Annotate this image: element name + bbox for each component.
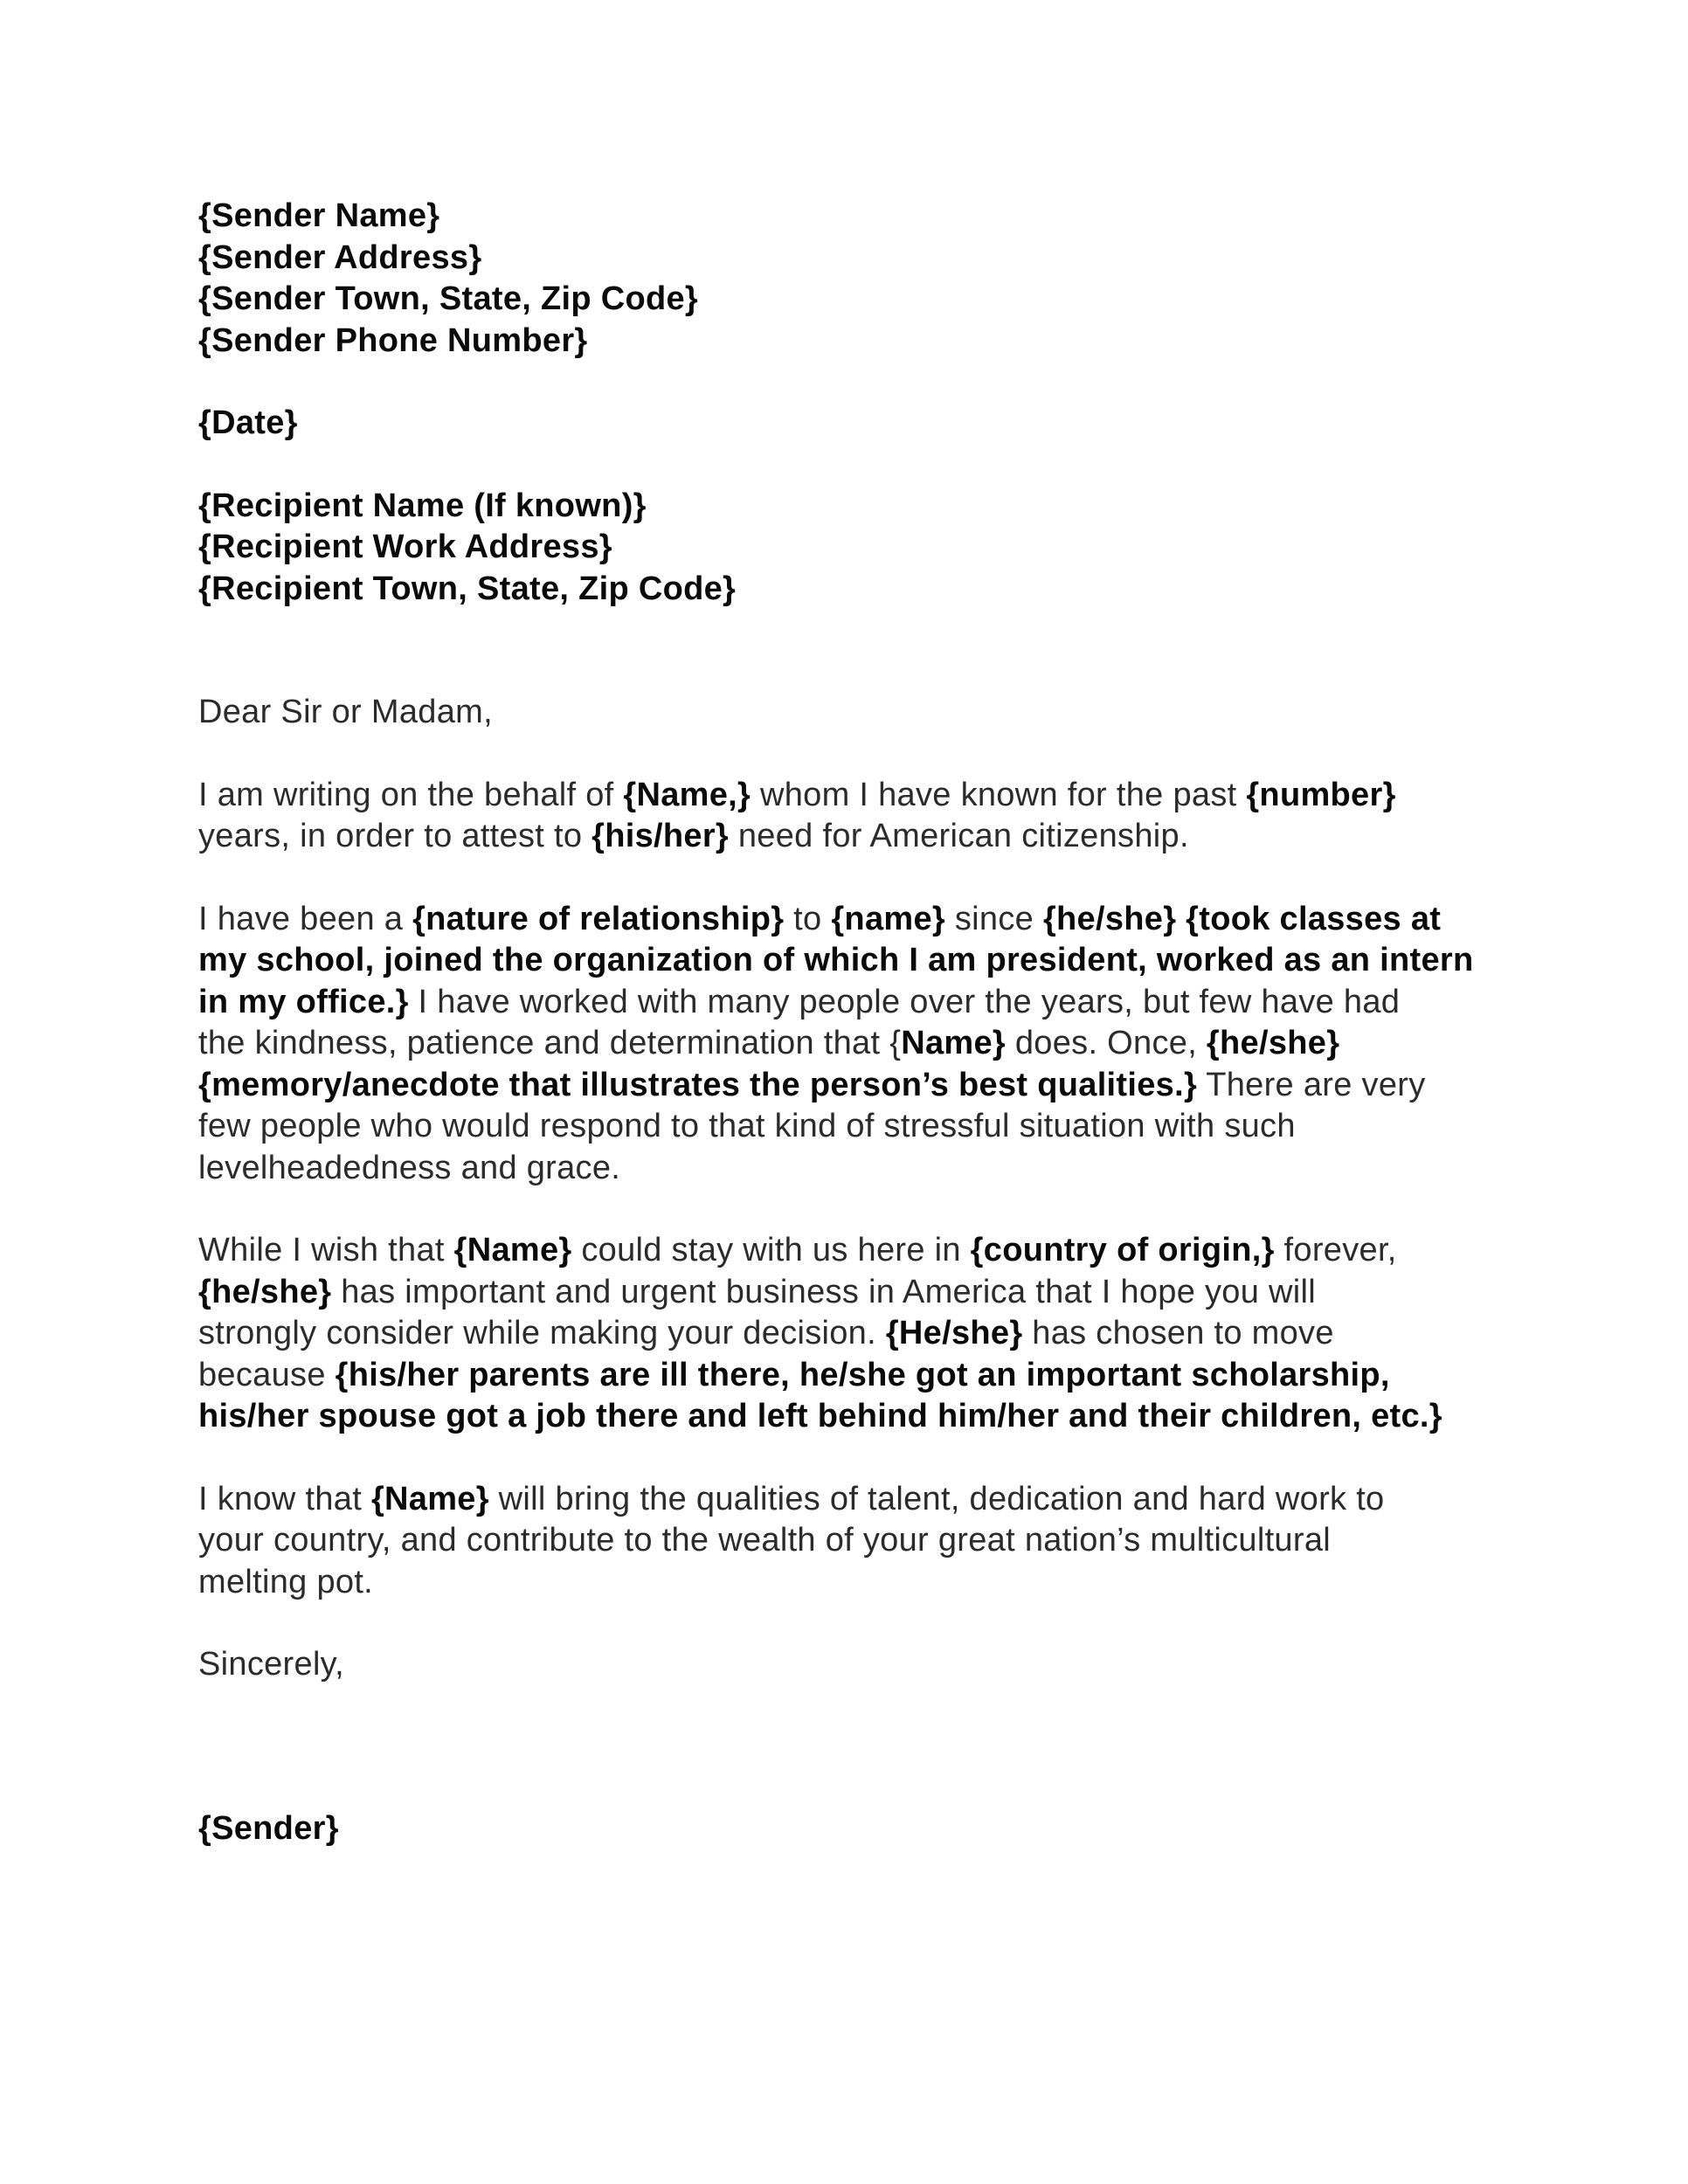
letter-line: [198, 1230, 1513, 1272]
text-run: my school, joined the organization of which I am president, worked as an intern: [198, 942, 1474, 978]
text-run: {his/her parents are ill there, he/she got an important scholarship,: [335, 1356, 1390, 1393]
text-run: forever,: [1274, 1232, 1397, 1268]
text-run: has important and urgent business in America that I hope you will: [331, 1273, 1317, 1310]
letter-line: [198, 1562, 1513, 1604]
text-run: {memory/anecdote that illustrates the person’s best qualities.}: [198, 1066, 1198, 1103]
paragraph-qualities: [198, 1479, 1513, 1604]
letter-line: {Recipient Town, State, Zip Code}: [198, 570, 737, 607]
text-run: {nature of relationship}: [412, 900, 785, 937]
letter-line: [198, 982, 1513, 1024]
text-run: his/her spouse got a job there and left behind him/her and their children, etc.}: [198, 1398, 1442, 1434]
text-run: {his/her}: [591, 818, 730, 854]
text-run: because: [198, 1356, 336, 1393]
text-run: could stay with us here in: [571, 1232, 971, 1268]
text-run: There are very: [1197, 1066, 1426, 1103]
paragraph-reasons-to-move: [198, 1230, 1513, 1438]
text-run: since: [945, 900, 1043, 937]
sender-address-block: [198, 196, 1513, 362]
text-run: will bring the qualities of talent, dedication and hard work to: [488, 1480, 1385, 1517]
text-run: your country, and contribute to the wealth of your great nation’s multicultural: [198, 1522, 1331, 1559]
text-run: strongly consider while making your decision.: [198, 1315, 886, 1351]
text-run: {number}: [1246, 776, 1396, 813]
letter-body: [198, 775, 1513, 1604]
text-run: While I wish that: [198, 1232, 454, 1268]
text-run: {Name,}: [623, 776, 751, 813]
text-run: {he/she} {took classes at: [1042, 900, 1442, 937]
recipient-address-block: [198, 486, 1513, 611]
letter-line: [198, 775, 1513, 817]
text-run: {he/she}: [198, 1273, 332, 1310]
letter-line: [198, 1520, 1513, 1562]
text-run: levelheadedness and grace.: [198, 1149, 621, 1186]
text-run: few people who would respond to that kind of stressful situation with such: [198, 1108, 1296, 1144]
text-run: whom I have known for the past: [751, 776, 1247, 813]
salutation: Dear Sir or Madam,: [198, 694, 493, 730]
letter-line: [198, 1272, 1513, 1314]
text-run: {Name}: [453, 1232, 572, 1268]
text-run: to: [784, 900, 832, 937]
letter-line: [198, 1479, 1513, 1521]
letter-line: {Sender Address}: [198, 238, 482, 276]
text-run: I am writing on the behalf of: [198, 776, 624, 813]
letter-line: [198, 940, 1513, 982]
text-run: in my office.}: [198, 983, 409, 1020]
letter-line: [198, 1355, 1513, 1397]
text-run: has chosen to move: [1022, 1315, 1334, 1351]
text-run: {He/she}: [885, 1315, 1023, 1351]
letter-line: {Sender Phone Number}: [198, 321, 588, 359]
letter-line: [198, 1396, 1513, 1438]
text-run: {Name}: [370, 1480, 489, 1517]
letter-line: {Recipient Name (If known)}: [198, 487, 647, 524]
text-run: I have worked with many people over the years, but few have had: [408, 983, 1401, 1020]
letter-line: [198, 1065, 1513, 1107]
text-run: I know that: [198, 1480, 371, 1517]
letter-line: [198, 1148, 1513, 1190]
text-run: {he/she}: [1206, 1025, 1340, 1061]
letter-line: [198, 1313, 1513, 1355]
text-run: Name}: [901, 1025, 1006, 1061]
text-run: {country of origin,}: [970, 1232, 1275, 1268]
text-run: melting pot.: [198, 1563, 374, 1600]
letter-line: {Sender Town, State, Zip Code}: [198, 280, 699, 317]
paragraph-relationship: [198, 899, 1513, 1190]
letter-line: {Sender Name}: [198, 197, 440, 234]
letter-line: [198, 899, 1513, 941]
letter-line: [198, 1023, 1513, 1065]
letter-line: {Recipient Work Address}: [198, 529, 612, 565]
letter-line: [198, 816, 1513, 858]
text-run: the kindness, patience and determination that {: [198, 1025, 902, 1061]
date-line: {Date}: [198, 404, 298, 441]
text-run: does. Once,: [1006, 1025, 1207, 1061]
text-run: {name}: [831, 900, 945, 937]
signature: {Sender}: [198, 1809, 339, 1847]
paragraph-intro: [198, 775, 1513, 858]
letter-line: [198, 1106, 1513, 1148]
text-run: years, in order to attest to: [198, 818, 592, 854]
text-run: I have been a: [198, 900, 413, 937]
closing: Sincerely,: [198, 1646, 345, 1683]
text-run: need for American citizenship.: [729, 818, 1189, 854]
